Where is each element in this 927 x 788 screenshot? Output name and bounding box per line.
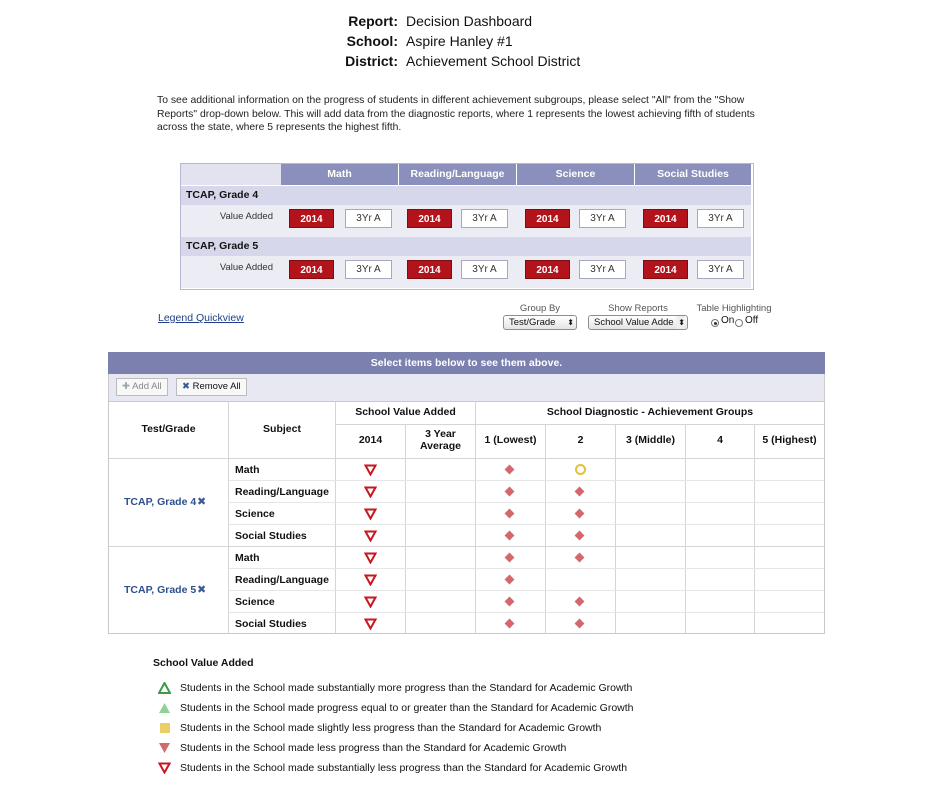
red-down-outline-icon[interactable] [364,574,377,586]
highlighting-off-label: Off [745,315,759,326]
show-reports-label: Show Reports [608,303,668,314]
col-2014: 2014 [358,434,383,446]
district-value: Achievement School District [406,53,581,69]
pink-diamond-icon[interactable] [575,509,585,519]
add-all-button[interactable] [116,378,168,396]
grade5-social-3yr-button[interactable]: 3Yr A [697,260,744,279]
subject-cell: Math [235,552,260,564]
pink-diamond-icon[interactable] [505,553,515,563]
value-added-label: Value Added [219,211,273,222]
subject-cell: Social Studies [235,618,307,630]
red-down-outline-icon[interactable] [364,486,377,498]
red-down-outline-icon[interactable] [364,464,377,476]
grid-line [229,502,824,503]
legend-item-1: Students in the School made substantially more progress than the Standard for Academic Growth [180,682,633,694]
remove-x-icon: ✖ [182,381,190,392]
legend-quickview-link[interactable]: Legend Quickview [158,312,244,324]
highlighting-on-label: On [721,315,735,326]
main-toolbar [108,374,825,401]
summary-col-social-studies: Social Studies [635,164,751,185]
grid-line [228,402,229,633]
legend-item-5: Students in the School made substantially less progress than the Standard for Academic Growth [180,762,628,774]
green-up-outline-icon [158,682,171,694]
red-down-outline-icon[interactable] [364,508,377,520]
group-by-label: Group By [519,303,561,314]
grade5-reading-3yr-button[interactable]: 3Yr A [461,260,508,279]
summary-grade-4-heading: TCAP, Grade 4 [181,186,751,205]
grade4-science-2014-button[interactable]: 2014 [525,209,570,228]
intro-text: To see additional information on the progress of students in different achievement subgroups, please select "All" from the "Show Reports" drop-down below. This will add data from the diagnostic reports, where 1 represents the lowest achieving fifth of students across the state, where 5 represents the highest fifth. [157,95,755,133]
summary-grade-4-row [181,205,751,237]
grade5-math-2014-button[interactable]: 2014 [289,260,334,279]
select-items-banner: Select items below to see them above. [108,352,825,374]
grid-line [229,568,824,569]
report-label: Report: [348,13,398,29]
legend-item-4: Students in the School made less progress than the Standard for Academic Growth [180,742,567,754]
grade5-science-3yr-button[interactable]: 3Yr A [579,260,626,279]
green-up-solid-icon [158,702,171,714]
grid-line [109,546,824,547]
grade5-social-2014-button[interactable]: 2014 [643,260,688,279]
col-test-grade: Test/Grade [141,423,196,435]
add-all-label: Add All [132,381,162,392]
col-group-2: 2 [577,434,584,446]
summary-table [180,163,754,290]
pink-diamond-icon[interactable] [575,597,585,607]
show-reports-select[interactable] [588,315,688,330]
grade4-science-3yr-button[interactable]: 3Yr A [579,209,626,228]
pink-diamond-icon[interactable] [505,597,515,607]
group-school-value-added: School Value Added [355,406,456,418]
summary-col-math: Math [281,164,398,185]
summary-grade-5-row [181,256,751,288]
value-added-label: Value Added [219,262,273,273]
col-3-year-average: 3 Year Average [419,428,462,452]
pink-diamond-icon[interactable] [505,575,515,585]
grid-line [754,424,755,633]
remove-grade-5-icon[interactable]: ✖ [197,584,207,596]
red-down-solid-icon [158,742,171,754]
report-value: Decision Dashboard [406,13,533,29]
subject-cell: Science [235,596,275,608]
col-group-1: 1 (Lowest) [484,434,537,446]
pink-diamond-icon[interactable] [505,465,515,475]
pink-diamond-icon[interactable] [505,487,515,497]
grid-line [545,424,546,633]
legend-item-3: Students in the School made slightly less progress than the Standard for Academic Growth [180,722,602,734]
grid-line [405,424,406,633]
grade4-math-3yr-button[interactable]: 3Yr A [345,209,392,228]
grid-line [109,458,824,459]
pink-diamond-icon[interactable] [575,531,585,541]
group-by-select[interactable] [503,315,577,330]
district-label: District: [345,53,398,69]
remove-all-label: Remove All [192,381,241,392]
pink-diamond-icon[interactable] [505,531,515,541]
summary-col-reading: Reading/Language [399,164,516,185]
grid-line [229,590,824,591]
grade5-reading-2014-button[interactable]: 2014 [407,260,452,279]
group-by-value: Test/Grade [509,317,556,328]
grade-5-link[interactable]: TCAP, Grade 5 [124,584,197,596]
pink-diamond-icon[interactable] [575,553,585,563]
pink-diamond-icon[interactable] [575,487,585,497]
pink-diamond-icon[interactable] [505,619,515,629]
red-down-outline-icon[interactable] [364,618,377,630]
pink-diamond-icon[interactable] [575,619,585,629]
col-group-5: 5 (Highest) [762,434,817,446]
subject-cell: Math [235,464,260,476]
grid-line [229,480,824,481]
subject-cell: Reading/Language [235,574,329,586]
summary-col-science: Science [517,164,634,185]
plus-icon: ✚ [122,381,130,392]
red-down-outline-icon[interactable] [364,596,377,608]
grade4-social-3yr-button[interactable]: 3Yr A [697,209,744,228]
highlighting-on-radio[interactable] [711,319,719,327]
grade4-social-2014-button[interactable]: 2014 [643,209,688,228]
col-group-4: 4 [717,434,723,446]
grade4-reading-3yr-button[interactable]: 3Yr A [461,209,508,228]
group-school-diagnostic: School Diagnostic - Achievement Groups [546,406,754,418]
red-down-outline-icon [158,762,171,774]
pink-diamond-icon[interactable] [505,509,515,519]
show-reports-value: School Value Adde [594,317,674,328]
legend-item-2: Students in the School made progress equal to or greater than the Standard for Academic Growth [180,702,634,714]
table-highlighting-label: Table Highlighting [696,303,772,314]
remove-all-button[interactable] [176,378,247,396]
yellow-circle-icon[interactable] [575,464,586,475]
grade-4-link[interactable]: TCAP, Grade 4 [124,496,197,508]
select-arrows-icon: ⬍ [567,318,574,327]
grade5-math-3yr-button[interactable]: 3Yr A [345,260,392,279]
main-grid [108,401,825,634]
grid-line [685,424,686,633]
col-subject: Subject [263,423,301,435]
grade4-reading-2014-button[interactable]: 2014 [407,209,452,228]
summary-grade-5-heading: TCAP, Grade 5 [181,237,751,256]
subject-cell: Reading/Language [235,486,329,498]
school-value: Aspire Hanley #1 [406,33,513,49]
remove-grade-4-icon[interactable]: ✖ [197,496,207,508]
grade4-math-2014-button[interactable]: 2014 [289,209,334,228]
yellow-square-icon [158,722,171,734]
select-arrows-icon: ⬍ [675,316,685,329]
col-group-3: 3 (Middle) [626,434,675,446]
legend-title: School Value Added [153,657,254,669]
grid-line [229,612,824,613]
summary-corner [181,164,281,185]
subject-cell: Social Studies [235,530,307,542]
red-down-outline-icon[interactable] [364,552,377,564]
highlighting-off-radio[interactable] [735,319,743,327]
grid-line [229,524,824,525]
subject-cell: Science [235,508,275,520]
grade5-science-2014-button[interactable]: 2014 [525,260,570,279]
grid-line [336,424,824,425]
red-down-outline-icon[interactable] [364,530,377,542]
grid-line [615,424,616,633]
school-label: School: [346,33,398,49]
